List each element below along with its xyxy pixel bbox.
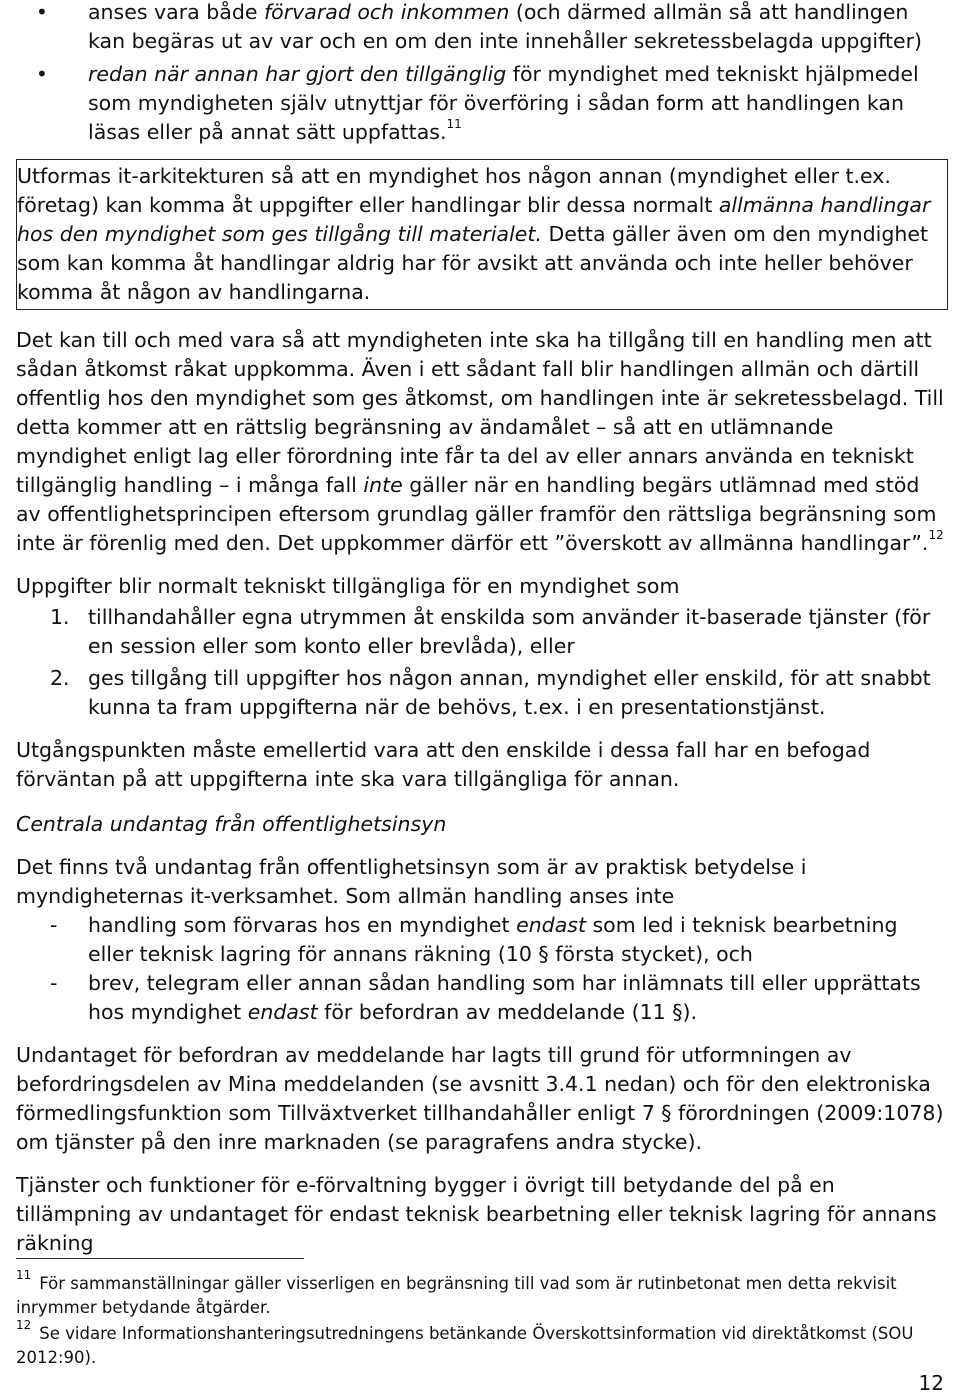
- list-dash: -: [50, 913, 58, 937]
- boxed-paragraph: Utformas it-arkitekturen så att en myndighet hos någon annan (myndighet eller t.ex. företag) kan komma åt uppgifter eller handlingar blir dessa normalt allmänna handlingar hos den myndighet som ges tillgång till materialet. Detta gäller även om den myndighet som kan komma åt handlingar aldrig har för avsikt att använda och inte heller behöver komma åt någon av handlingarna.: [16, 159, 948, 310]
- list-item: 1. tillhandahåller egna utrymmen åt enskilda som använder it-baserade tjänster (för en session eller som konto eller brevlåda), eller: [50, 605, 931, 658]
- list-number: 1.: [50, 605, 70, 629]
- paragraph: Det kan till och med vara så att myndigheten inte ska ha tillgång till en handling men att sådan åtkomst råkat uppkomma. Även i ett sådant fall blir handlingen allmän och därtill offentlig hos den myndighet som ges åtkomst, om handlingen inte är sekretessbelagd. Till detta kommer att en rättslig begränsning av ändamålet – så att en utlämnande myndighet enligt lag eller förordning inte får ta del av eller annars använda en tekniskt tillgänglig handling – i många fall inte gäller när en handling begärs utlämnad med stöd av offentlighetsprincipen eftersom grundlag gäller framför den rättsliga begränsning som inte är förenlig med den. Det uppkommer därför ett ”överskott av allmänna handlingar”.$^{12}$: [16, 328, 944, 555]
- paragraph: Tjänster och funktioner för e-förvaltning bygger i övrigt till betydande del på en tillämpning av undantaget för endast teknisk bearbetning eller teknisk lagring för annans räkning: [16, 1173, 937, 1255]
- footnote-number: 12: [16, 1317, 32, 1332]
- paragraph: Utgångspunkten måste emellertid vara att den enskilde i dessa fall har en befogad förväntan på att uppgifterna inte ska vara tillgängliga för annan.: [16, 738, 871, 791]
- dash-list: [16, 911, 948, 1027]
- paragraph: Uppgifter blir normalt tekniskt tillgängliga för en myndighet som: [16, 574, 680, 598]
- list-item: 2. ges tillgång till uppgifter hos någon annan, myndighet eller enskild, för att snabbt kunna ta fram uppgifterna när de behövs, t.ex. i en presentationstjänst.: [50, 666, 931, 719]
- footnote-divider: [16, 1258, 304, 1259]
- page-number: 12: [918, 1371, 944, 1395]
- footnote-ref[interactable]: 12: [928, 528, 944, 543]
- list-dash: -: [50, 971, 58, 995]
- bullet-item: • anses vara både förvarad och inkommen (och därmed allmän så att handlingen kan begäras ut av var och en om den inte innehåller sekretessbelagda uppgifter): [16, 0, 948, 56]
- footnote-number: 11: [16, 1267, 32, 1282]
- footnote-ref[interactable]: 11: [446, 117, 462, 132]
- list-item: - brev, telegram eller annan sådan handling som har inlämnats till eller upprättats hos myndighet endast för befordran av meddelande (11 §).: [50, 971, 921, 1024]
- paragraph: Det finns två undantag från offentlighetsinsyn som är av praktisk betydelse i myndigheternas it-verksamhet. Som allmän handling anses inte: [16, 855, 807, 908]
- document-page: [16, 0, 948, 1258]
- section-heading: Centrala undantag från offentlighetsinsyn: [16, 812, 447, 836]
- paragraph: Undantaget för befordran av meddelande har lagts till grund för utformningen av befordringsdelen av Mina meddelanden (se avsnitt 3.4.1 nedan) och för den elektroniska förmedlingsfunktion som Tillväxtverket tillhandahåller enligt 7 § förordningen (2009:1078) om tjänster på den inre marknaden (se paragrafens andra stycke).: [16, 1043, 944, 1154]
- list-number: 2.: [50, 666, 70, 690]
- footnote: $^{11}$ För sammanställningar gäller visserligen en begränsning till vad som är rutinbetonat men detta rekvisit inrymmer betydande åtgärder.: [16, 1267, 897, 1317]
- numbered-list: [16, 603, 948, 722]
- bullet-item: • redan när annan har gjort den tillgänglig för myndighet med tekniskt hjälpmedel som myndigheten själv utnyttjar för överföring i sådan form att handlingen kan läsas eller på annat sätt uppfattas.$^{11}$: [16, 60, 948, 147]
- bullet-list: [16, 0, 948, 147]
- footnote: $^{12}$ Se vidare Informationshanteringsutredningens betänkande Överskottsinformation vid direktåtkomst (SOU 2012:90).: [16, 1317, 914, 1367]
- list-item: - handling som förvaras hos en myndighet endast som led i teknisk bearbetning eller teknisk lagring för annans räkning (10 § första stycket), och: [50, 913, 898, 966]
- footnotes: [16, 1267, 948, 1372]
